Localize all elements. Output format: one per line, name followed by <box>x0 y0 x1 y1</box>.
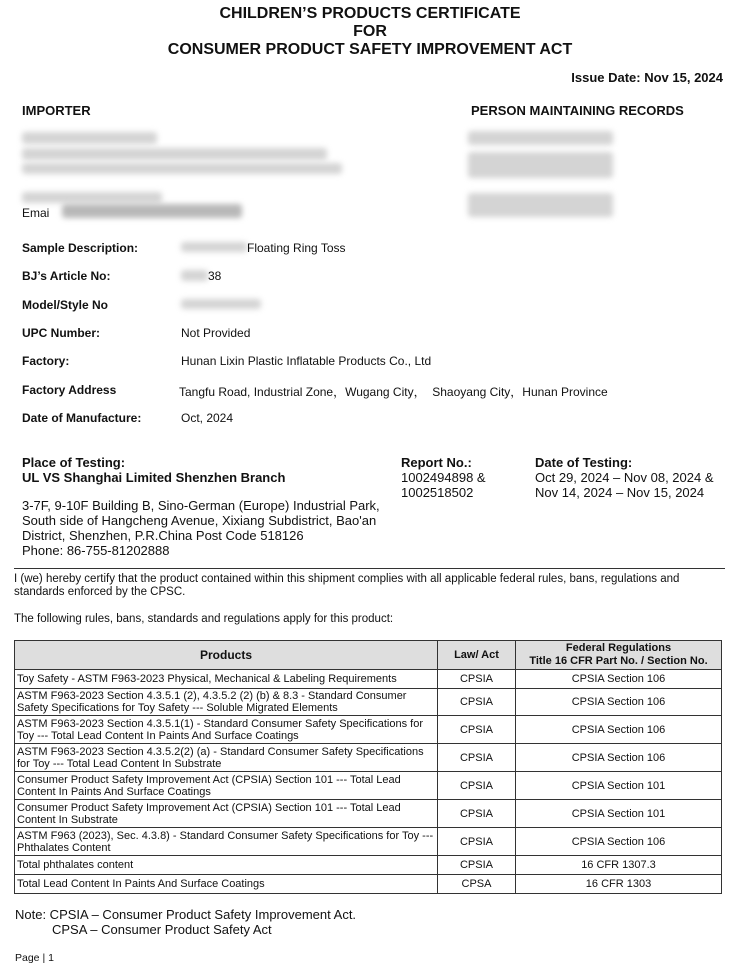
row-regulation: 16 CFR 1307.3 <box>516 856 722 875</box>
issue-date: Issue Date: Nov 15, 2024 <box>571 70 723 85</box>
row-regulation: 16 CFR 1303 <box>516 875 722 894</box>
redacted-records-name <box>468 131 613 145</box>
row-regulation: CPSIA Section 101 <box>516 772 722 800</box>
row-product: ASTM F963-2023 Section 4.3.5.1(1) - Standard Consumer Safety Specifications for Toy --- Total Lead Content In Paints And Surface Coatings <box>15 716 438 744</box>
row-law: CPSIA <box>438 856 516 875</box>
row-regulation: CPSIA Section 106 <box>516 670 722 689</box>
field-label-factory-address: Factory Address <box>22 383 117 397</box>
row-law: CPSIA <box>438 772 516 800</box>
importer-email-label: Emai <box>22 206 50 220</box>
row-product: Total Lead Content In Paints And Surface Coatings <box>15 875 438 894</box>
row-law: CPSIA <box>438 716 516 744</box>
redacted-records-contact <box>468 193 613 217</box>
certificate-title-line3: CONSUMER PRODUCT SAFETY IMPROVEMENT ACT <box>167 41 573 58</box>
redacted-importer-email <box>62 204 242 218</box>
place-of-testing-label: Place of Testing: <box>22 455 126 470</box>
field-value-factory-address: Tangfu Road, Industrial Zone，Wugang City， Shaoyang City，Hunan Province <box>179 385 608 399</box>
row-product: Total phthalates content <box>15 856 438 875</box>
records-heading: PERSON MAINTAINING RECORDS <box>471 103 684 118</box>
note-line-1: Note: CPSIA – Consumer Product Safety Improvement Act. <box>15 907 357 922</box>
date-of-testing-line-1: Oct 29, 2024 – Nov 08, 2024 & <box>535 470 714 485</box>
testing-phone: Phone: 86-755-81202888 <box>22 543 170 558</box>
field-value-factory: Hunan Lixin Plastic Inflatable Products Co., Ltd <box>181 354 432 368</box>
field-label-model-style: Model/Style No <box>22 298 109 312</box>
row-product: Consumer Product Safety Improvement Act (CPSIA) Section 101 --- Total Lead Content In Substrate <box>15 800 438 828</box>
row-law: CPSIA <box>438 689 516 716</box>
field-label-factory: Factory: <box>22 354 70 368</box>
testing-lab-name: UL VS Shanghai Limited Shenzhen Branch <box>22 470 286 485</box>
row-product: Consumer Product Safety Improvement Act (CPSIA) Section 101 --- Total Lead Content In Paints And Surface Coatings <box>15 772 438 800</box>
row-law: CPSIA <box>438 670 516 689</box>
col-header-law: Law/ Act <box>438 641 516 670</box>
row-regulation: CPSIA Section 106 <box>516 689 722 716</box>
row-regulation: CPSIA Section 106 <box>516 716 722 744</box>
field-label-article-no: BJ’s Article No: <box>22 269 111 283</box>
row-regulation: CPSIA Section 101 <box>516 800 722 828</box>
col-header-products: Products <box>15 641 438 670</box>
col-header-fed-line1: Federal Regulations <box>565 642 672 654</box>
col-header-federal-regulations <box>516 641 722 670</box>
table-row <box>15 856 722 875</box>
certify-text-line-2: standards enforced by the CPSC. <box>14 586 186 598</box>
page-footer: Page | 1 <box>15 952 54 964</box>
redacted-article-no <box>181 270 208 281</box>
date-of-testing-label: Date of Testing: <box>535 455 633 470</box>
redacted-importer-phone <box>22 192 162 203</box>
row-product: ASTM F963-2023 Section 4.3.5.2(2) (a) - Standard Consumer Safety Specifications for Toy --- Total Lead Content In Substrate <box>15 744 438 772</box>
table-row <box>15 875 722 894</box>
row-product: ASTM F963-2023 Section 4.3.5.1 (2), 4.3.5.2 (2) (b) & 8.3 - Standard Consumer Safety Specifications for Toy Safety --- Soluble Migrated Elements <box>15 689 438 716</box>
report-no-label: Report No.: <box>401 455 472 470</box>
table-header-row <box>15 641 722 670</box>
table-row <box>15 744 722 772</box>
testing-address-line-1: 3-7F, 9-10F Building B, Sino-German (Europe) Industrial Park, <box>22 498 380 513</box>
testing-address-line-3: District, Shenzhen, P.R.China Post Code 518126 <box>22 528 304 543</box>
certify-text-line-1: I (we) hereby certify that the product contained within this shipment complies with all applicable federal rules, bans, regulations and <box>14 573 680 585</box>
redacted-importer-address <box>22 148 327 160</box>
report-no-line-2: 1002518502 <box>401 485 474 500</box>
report-no-line-1: 1002494898 & <box>401 470 486 485</box>
row-law: CPSIA <box>438 744 516 772</box>
redacted-importer-name <box>22 132 157 144</box>
row-regulation: CPSIA Section 106 <box>516 744 722 772</box>
field-value-sample-description: Floating Ring Toss <box>247 241 346 255</box>
table-row <box>15 689 722 716</box>
field-label-upc: UPC Number: <box>22 326 101 340</box>
importer-heading: IMPORTER <box>22 103 91 118</box>
section-divider <box>14 568 725 569</box>
col-header-fed-line2: Title 16 CFR Part No. / Section No. <box>529 655 708 667</box>
testing-address-line-2: South side of Hangcheng Avenue, Xixiang Subdistrict, Bao'an <box>22 513 377 528</box>
field-label-sample-description: Sample Description: <box>22 241 139 255</box>
certificate-title-line2: FOR <box>353 23 387 40</box>
table-row <box>15 716 722 744</box>
date-of-testing-line-2: Nov 14, 2024 – Nov 15, 2024 <box>535 485 705 500</box>
field-value-upc: Not Provided <box>181 326 251 340</box>
redacted-sample-brand <box>181 242 247 252</box>
row-law: CPSIA <box>438 800 516 828</box>
redacted-model-style <box>181 299 261 309</box>
field-value-article-no: 38 <box>208 269 222 283</box>
row-regulation: CPSIA Section 106 <box>516 828 722 856</box>
row-law: CPSA <box>438 875 516 894</box>
redacted-records-address <box>468 152 613 178</box>
row-product: ASTM F963 (2023), Sec. 4.3.8) - Standard Consumer Safety Specifications for Toy --- Phthalates Content <box>15 828 438 856</box>
rules-table <box>14 640 722 894</box>
note-line-2: CPSA – Consumer Product Safety Act <box>52 922 272 937</box>
table-row <box>15 800 722 828</box>
row-law: CPSIA <box>438 828 516 856</box>
table-row <box>15 670 722 689</box>
redacted-importer-address-2 <box>22 163 342 174</box>
row-product: Toy Safety - ASTM F963-2023 Physical, Mechanical & Labeling Requirements <box>15 670 438 689</box>
field-value-date-of-manufacture: Oct, 2024 <box>181 411 234 425</box>
certificate-title-line1: CHILDREN’S PRODUCTS CERTIFICATE <box>219 5 521 22</box>
table-row <box>15 772 722 800</box>
rules-intro: The following rules, bans, standards and regulations apply for this product: <box>14 613 394 625</box>
table-row <box>15 828 722 856</box>
field-label-date-of-manufacture: Date of Manufacture: <box>22 411 142 425</box>
